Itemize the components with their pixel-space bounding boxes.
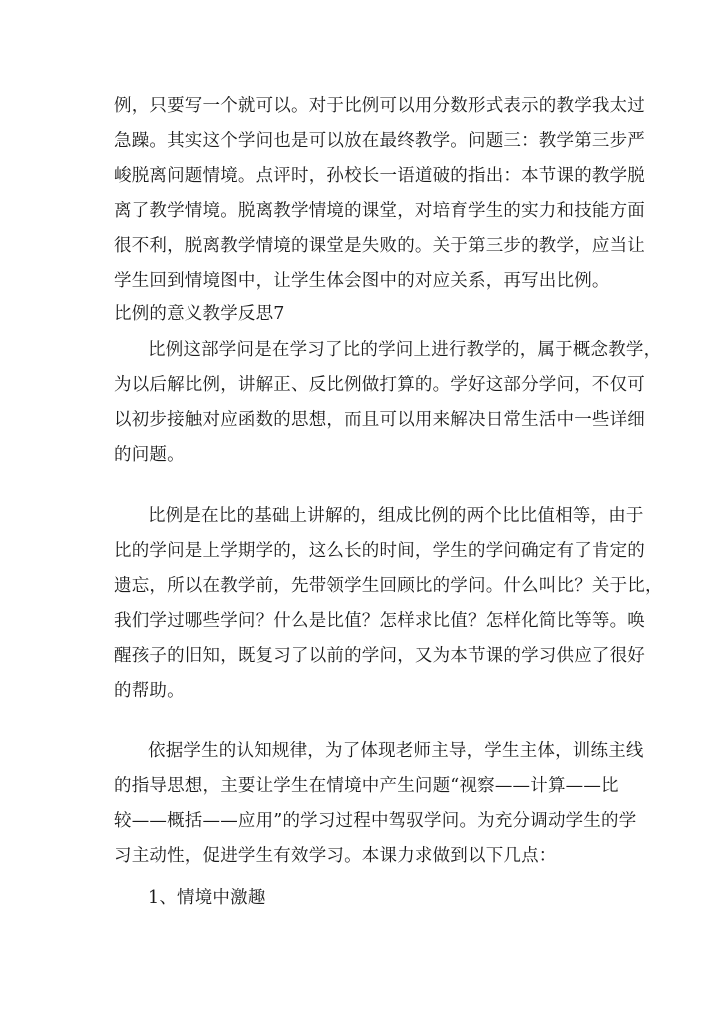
p2-line-2: 为以后解比例，讲解正、反比例做打算的。学好这部分学问，不仅可 xyxy=(114,375,645,395)
p1-line-4: 离了教学情境。脱离教学情境的课堂，对培育学生的实力和技能方面 xyxy=(114,201,645,221)
p1-line-1: 例，只要写一个就可以。对于比例可以用分数形式表示的教学我太过 xyxy=(114,96,645,116)
p3-line-1: 比例是在比的基础上讲解的，组成比例的两个比比值相等，由于 xyxy=(148,506,644,526)
p3-line-2: 比的学问是上学期学的，这么长的时间，学生的学问确定有了肯定的 xyxy=(114,541,645,561)
p3-line-3: 遗忘，所以在教学前，先带领学生回顾比的学问。什么叫比？关于比， xyxy=(114,576,663,596)
p3-line-6: 的帮助。 xyxy=(114,681,185,701)
p1-line-3: 峻脱离问题情境。点评时，孙校长一语道破的指出：本节课的教学脱 xyxy=(114,166,645,186)
p2-line-4: 的问题。 xyxy=(114,445,185,465)
section-heading: 比例的意义教学反思7 xyxy=(114,304,285,324)
p1-line-6: 学生回到情境图中，让学生体会图中的对应关系，再写出比例。 xyxy=(114,271,610,291)
p4-line-1: 依据学生的认知规律，为了体现老师主导，学生主体，训练主线 xyxy=(148,741,644,761)
p1-line-5: 很不利，脱离教学情境的课堂是失败的。关于第三步的教学，应当让 xyxy=(114,236,645,256)
p3-line-5: 醒孩子的旧知，既复习了以前的学问，又为本节课的学习供应了很好 xyxy=(114,646,645,666)
list-item-1: 1、情境中激趣 xyxy=(148,888,266,908)
p1-line-2: 急躁。其实这个学问也是可以放在最终教学。问题三：教学第三步严 xyxy=(114,131,645,151)
p4-line-3: 较——概括——应用”的学习过程中驾驭学问。为充分调动学生的学 xyxy=(114,811,637,831)
p2-line-3: 以初步接触对应函数的思想，而且可以用来解决日常生活中一些详细 xyxy=(114,410,645,430)
p4-line-2: 的指导思想，主要让学生在情境中产生问题“视察——计算——比 xyxy=(114,776,619,796)
p2-line-1: 比例这部学问是在学习了比的学问上进行教学的，属于概念教学， xyxy=(148,340,662,360)
p3-line-4: 我们学过哪些学问？什么是比值？怎样求比值？怎样化简比等等。唤 xyxy=(114,611,645,631)
p4-line-4: 习主动性，促进学生有效学习。本课力求做到以下几点： xyxy=(114,846,557,866)
